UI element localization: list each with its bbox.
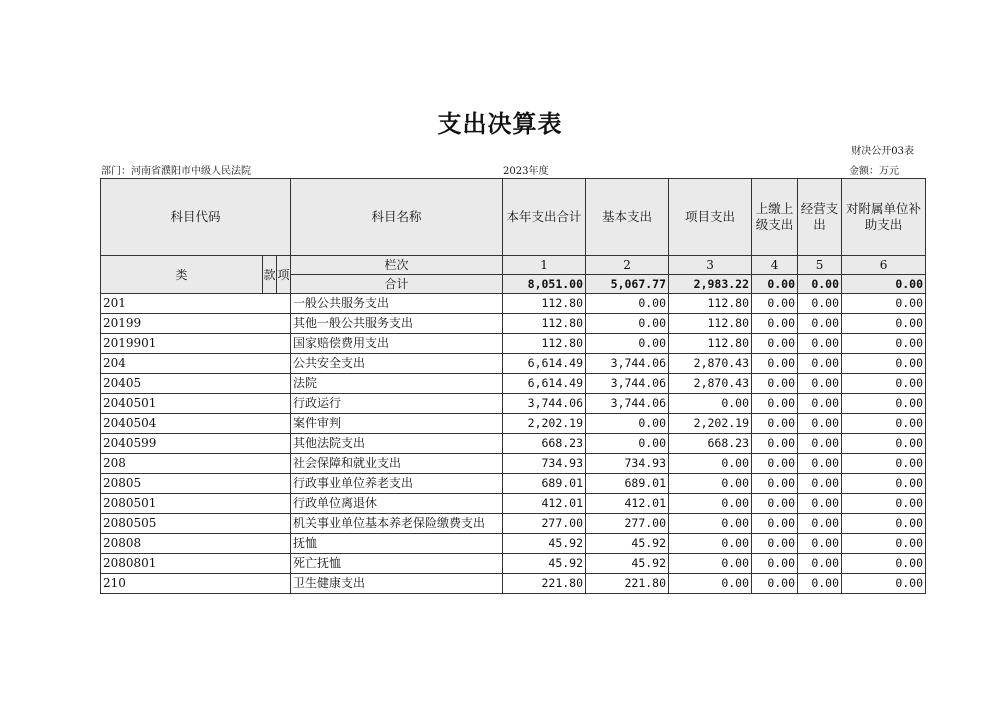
header-name: 科目名称	[291, 179, 503, 256]
amount-cell: 0.00	[669, 394, 752, 414]
header-subsidy: 对附属单位补助支出	[842, 179, 926, 256]
amount-cell: 0.00	[752, 454, 798, 474]
amount-cell: 0.00	[586, 294, 669, 314]
amount-unit-label: 金额：万元	[849, 166, 899, 177]
amount-cell: 0.00	[669, 494, 752, 514]
subject-name: 公共安全支出	[291, 354, 503, 374]
table-row	[101, 474, 926, 494]
amount-cell: 0.00	[842, 334, 926, 354]
table-row	[101, 514, 926, 534]
amount-cell: 0.00	[798, 314, 842, 334]
amount-cell: 0.00	[752, 374, 798, 394]
subject-name: 行政运行	[291, 394, 503, 414]
amount-cell: 2,202.19	[503, 414, 586, 434]
amount-cell: 0.00	[752, 294, 798, 314]
amount-cell: 112.80	[669, 294, 752, 314]
subject-code: 2040501	[101, 394, 291, 414]
amount-cell: 734.93	[503, 454, 586, 474]
total-value: 0.00	[798, 275, 842, 294]
amount-cell: 0.00	[842, 374, 926, 394]
subject-code: 20199	[101, 314, 291, 334]
amount-cell: 0.00	[798, 534, 842, 554]
subject-name: 卫生健康支出	[291, 574, 503, 594]
amount-cell: 112.80	[669, 314, 752, 334]
subject-code: 20805	[101, 474, 291, 494]
subject-name: 法院	[291, 374, 503, 394]
table-row	[101, 554, 926, 574]
table-row	[101, 534, 926, 554]
subject-name: 社会保障和就业支出	[291, 454, 503, 474]
amount-cell: 3,744.06	[586, 394, 669, 414]
amount-cell: 6,614.49	[503, 354, 586, 374]
amount-cell: 0.00	[586, 434, 669, 454]
amount-cell: 0.00	[752, 514, 798, 534]
amount-cell: 412.01	[503, 494, 586, 514]
amount-cell: 0.00	[842, 554, 926, 574]
amount-cell: 0.00	[752, 414, 798, 434]
expenditure-table	[100, 178, 926, 594]
subject-code: 2080501	[101, 494, 291, 514]
table-row	[101, 314, 926, 334]
amount-cell: 0.00	[842, 434, 926, 454]
amount-cell: 0.00	[669, 474, 752, 494]
subject-code: 208	[101, 454, 291, 474]
amount-cell: 412.01	[586, 494, 669, 514]
amount-cell: 0.00	[752, 474, 798, 494]
col-num: 5	[798, 256, 842, 275]
amount-cell: 0.00	[669, 534, 752, 554]
amount-cell: 0.00	[842, 294, 926, 314]
amount-cell: 0.00	[752, 394, 798, 414]
header-row	[101, 179, 926, 256]
amount-cell: 0.00	[798, 494, 842, 514]
total-value: 0.00	[752, 275, 798, 294]
amount-cell: 277.00	[586, 514, 669, 534]
amount-cell: 0.00	[669, 514, 752, 534]
subject-name: 案件审判	[291, 414, 503, 434]
page-title: 支出决算表	[437, 110, 563, 138]
col-num: 4	[752, 256, 798, 275]
table-row	[101, 394, 926, 414]
amount-cell: 0.00	[842, 574, 926, 594]
amount-cell: 0.00	[798, 294, 842, 314]
subject-code: 2040504	[101, 414, 291, 434]
table-row	[101, 434, 926, 454]
header-xiang: 项	[277, 256, 291, 294]
col-num: 6	[842, 256, 926, 275]
total-value: 8,051.00	[503, 275, 586, 294]
table-row	[101, 414, 926, 434]
col-num: 3	[669, 256, 752, 275]
amount-cell: 0.00	[842, 474, 926, 494]
amount-cell: 0.00	[752, 574, 798, 594]
subject-code: 210	[101, 574, 291, 594]
subject-name: 抚恤	[291, 534, 503, 554]
subject-code: 201	[101, 294, 291, 314]
header-kuan: 款	[263, 256, 277, 294]
col-num: 2	[586, 256, 669, 275]
amount-cell: 2,870.43	[669, 354, 752, 374]
table-row	[101, 574, 926, 594]
amount-cell: 3,744.06	[503, 394, 586, 414]
amount-cell: 0.00	[798, 574, 842, 594]
amount-cell: 0.00	[586, 414, 669, 434]
amount-cell: 689.01	[503, 474, 586, 494]
amount-cell: 0.00	[752, 314, 798, 334]
amount-cell: 0.00	[842, 354, 926, 374]
amount-cell: 3,744.06	[586, 354, 669, 374]
header-basic: 基本支出	[586, 179, 669, 256]
subject-code: 204	[101, 354, 291, 374]
header-upper: 上缴上级支出	[752, 179, 798, 256]
fiscal-year-label: 2023年度	[503, 166, 549, 177]
amount-cell: 6,614.49	[503, 374, 586, 394]
amount-cell: 0.00	[798, 374, 842, 394]
subject-code: 2019901	[101, 334, 291, 354]
amount-cell: 0.00	[669, 574, 752, 594]
amount-cell: 0.00	[842, 494, 926, 514]
amount-cell: 0.00	[752, 334, 798, 354]
subject-code: 2040599	[101, 434, 291, 454]
header-business: 经营支出	[798, 179, 842, 256]
amount-cell: 0.00	[752, 494, 798, 514]
header-code: 科目代码	[101, 179, 291, 256]
amount-cell: 668.23	[503, 434, 586, 454]
subject-code: 2080801	[101, 554, 291, 574]
table-row	[101, 354, 926, 374]
col-num: 1	[503, 256, 586, 275]
header-total: 本年支出合计	[503, 179, 586, 256]
subject-name: 机关事业单位基本养老保险缴费支出	[291, 514, 503, 534]
table-row	[101, 334, 926, 354]
amount-cell: 689.01	[586, 474, 669, 494]
header-project: 项目支出	[669, 179, 752, 256]
amount-cell: 0.00	[586, 314, 669, 334]
amount-cell: 0.00	[842, 414, 926, 434]
amount-cell: 0.00	[752, 354, 798, 374]
amount-cell: 0.00	[798, 554, 842, 574]
total-value: 2,983.22	[669, 275, 752, 294]
amount-cell: 0.00	[752, 434, 798, 454]
subject-code: 20808	[101, 534, 291, 554]
amount-cell: 277.00	[503, 514, 586, 534]
total-value: 5,067.77	[586, 275, 669, 294]
amount-cell: 0.00	[798, 354, 842, 374]
department-label: 部门：河南省濮阳市中级人民法院	[101, 166, 251, 177]
amount-cell: 0.00	[752, 534, 798, 554]
amount-cell: 0.00	[798, 334, 842, 354]
subject-name: 一般公共服务支出	[291, 294, 503, 314]
amount-cell: 112.80	[503, 334, 586, 354]
subject-name: 行政单位离退休	[291, 494, 503, 514]
amount-cell: 0.00	[669, 454, 752, 474]
amount-cell: 221.80	[586, 574, 669, 594]
amount-cell: 0.00	[842, 394, 926, 414]
form-number: 财决公开03表	[851, 146, 914, 157]
amount-cell: 0.00	[798, 474, 842, 494]
amount-cell: 0.00	[842, 454, 926, 474]
amount-cell: 0.00	[798, 434, 842, 454]
subject-name: 其他一般公共服务支出	[291, 314, 503, 334]
subject-name: 国家赔偿费用支出	[291, 334, 503, 354]
amount-cell: 112.80	[669, 334, 752, 354]
amount-cell: 0.00	[752, 554, 798, 574]
amount-cell: 668.23	[669, 434, 752, 454]
amount-cell: 0.00	[798, 394, 842, 414]
amount-cell: 2,202.19	[669, 414, 752, 434]
table-row	[101, 374, 926, 394]
amount-cell: 0.00	[798, 414, 842, 434]
amount-cell: 0.00	[842, 514, 926, 534]
amount-cell: 0.00	[586, 334, 669, 354]
amount-cell: 221.80	[503, 574, 586, 594]
table-row	[101, 494, 926, 514]
total-value: 0.00	[842, 275, 926, 294]
table-row	[101, 294, 926, 314]
column-number-row	[101, 256, 926, 275]
subject-name: 行政事业单位养老支出	[291, 474, 503, 494]
amount-cell: 0.00	[842, 534, 926, 554]
subject-name: 死亡抚恤	[291, 554, 503, 574]
subject-name: 其他法院支出	[291, 434, 503, 454]
amount-cell: 112.80	[503, 314, 586, 334]
amount-cell: 0.00	[798, 454, 842, 474]
amount-cell: 45.92	[503, 534, 586, 554]
amount-cell: 112.80	[503, 294, 586, 314]
amount-cell: 0.00	[842, 314, 926, 334]
amount-cell: 734.93	[586, 454, 669, 474]
amount-cell: 45.92	[586, 534, 669, 554]
amount-cell: 0.00	[798, 514, 842, 534]
amount-cell: 3,744.06	[586, 374, 669, 394]
amount-cell: 45.92	[586, 554, 669, 574]
amount-cell: 0.00	[669, 554, 752, 574]
header-lei: 类	[101, 256, 263, 294]
table-row	[101, 454, 926, 474]
total-label: 合计	[291, 275, 503, 294]
amount-cell: 2,870.43	[669, 374, 752, 394]
header-lanci: 栏次	[291, 256, 503, 275]
subject-code: 2080505	[101, 514, 291, 534]
amount-cell: 45.92	[503, 554, 586, 574]
subject-code: 20405	[101, 374, 291, 394]
